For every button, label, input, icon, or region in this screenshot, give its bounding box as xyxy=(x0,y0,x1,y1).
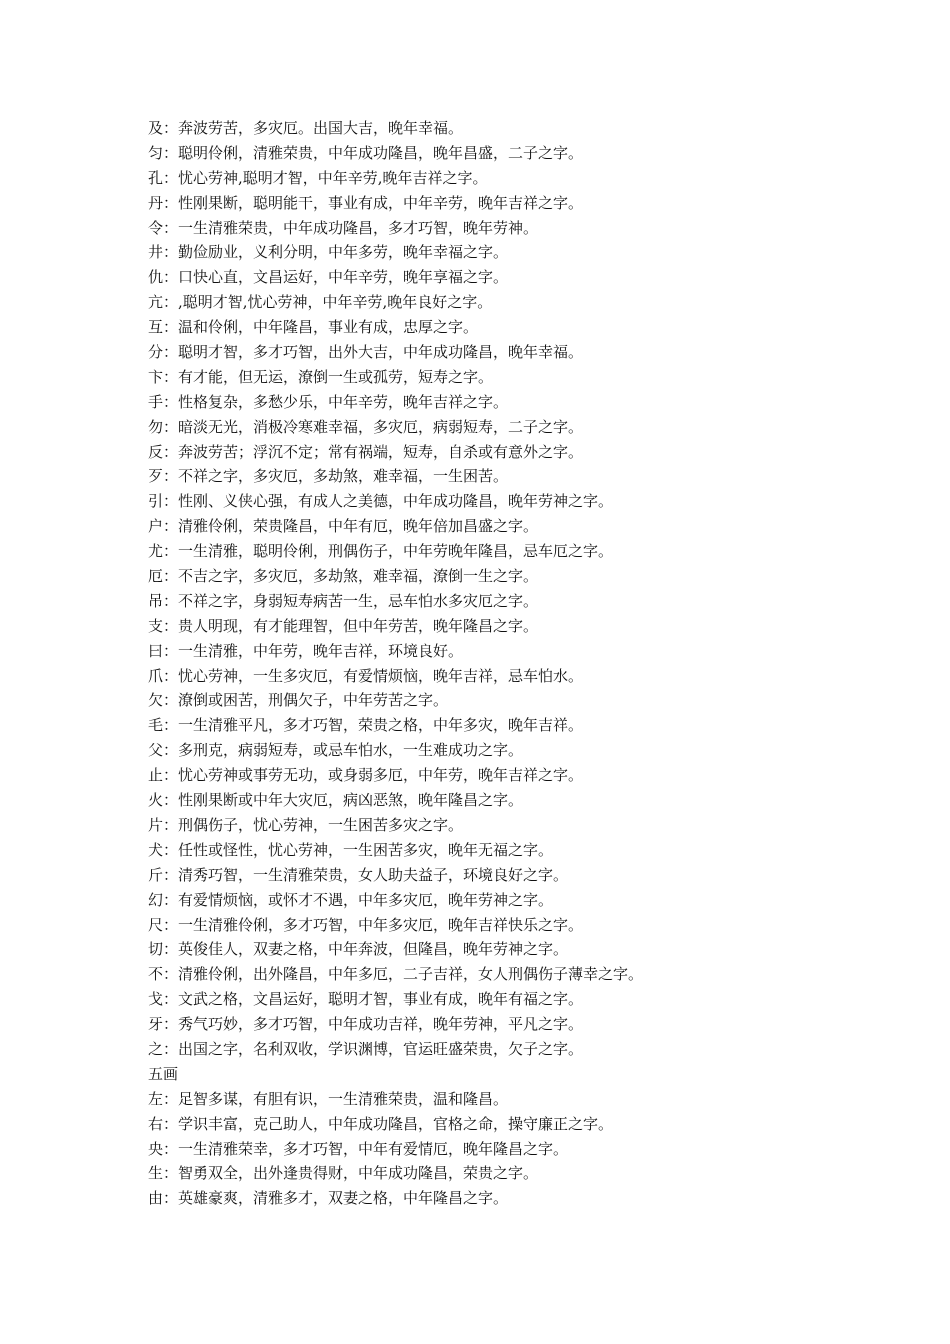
text-line: 吊：不祥之字，身弱短寿病苦一生，忌车怕水多灾厄之字。 xyxy=(148,591,539,610)
text-line: 令：一生清雅荣贵，中年成功隆昌，多才巧智，晚年劳神。 xyxy=(148,218,539,237)
text-line: 支：贵人明现，有才能理智，但中年劳苦，晚年隆昌之字。 xyxy=(148,616,539,635)
text-line: 右：学识丰富，克己助人，中年成功隆昌，官格之命，操守廉正之字。 xyxy=(148,1114,614,1133)
text-line: 手：性格复杂，多愁少乐，中年辛劳，晚年吉祥之字。 xyxy=(148,392,509,411)
text-line: 央：一生清雅荣幸，多才巧智，中年有爱情厄，晚年隆昌之字。 xyxy=(148,1139,569,1158)
text-line: 及：奔波劳苦，多灾厄。出国大吉，晚年幸福。 xyxy=(148,119,464,137)
text-line: 引：性刚、义侠心强，有成人之美德，中年成功隆昌，晚年劳神之字。 xyxy=(148,492,614,511)
text-line: 仇：口快心直，文昌运好，中年辛劳，晚年享福之字。 xyxy=(148,268,509,287)
section-heading: 五画 xyxy=(148,1064,179,1083)
text-line: 歹：不祥之字，多灾厄，多劫煞，难幸福，一生困苦。 xyxy=(148,467,509,486)
text-line: 不：清雅伶俐，出外隆昌，中年多厄，二子吉祥，女人刑偶伤子薄幸之字。 xyxy=(148,965,644,984)
text-line: 片：刑偶伤子，忧心劳神，一生困苦多灾之字。 xyxy=(148,815,464,834)
text-line: 匀：聪明伶俐，清雅荣贵，中年成功隆昌，晚年昌盛，二子之字。 xyxy=(148,143,584,162)
text-line: 户：清雅伶俐，荣贵隆昌，中年有厄，晚年倍加昌盛之字。 xyxy=(148,517,539,536)
text-line: 井：勤俭励业，义利分明，中年多劳，晚年幸福之字。 xyxy=(148,243,509,262)
text-line: 之：出国之字，名利双收，学识渊博，官运旺盛荣贵，欠子之字。 xyxy=(148,1039,584,1058)
document-body xyxy=(148,116,888,1211)
text-line: 犬：任性或怪性，忧心劳神，一生困苦多灾，晚年无福之字。 xyxy=(148,840,554,859)
text-line: 曰：一生清雅，中年劳，晚年吉祥，环境良好。 xyxy=(148,641,464,660)
text-line: 左：足智多谋，有胆有识，一生清雅荣贵，温和隆昌。 xyxy=(148,1089,509,1108)
text-line: 尤：一生清雅，聪明伶俐，刑偶伤子，中年劳晚年隆昌，忌车厄之字。 xyxy=(148,542,614,561)
text-line: 互：温和伶俐，中年隆昌，事业有成，忠厚之字。 xyxy=(148,318,479,337)
text-line: 爪：忧心劳神，一生多灾厄，有爱情烦恼，晚年吉祥，忌车怕水。 xyxy=(148,666,584,685)
text-line: 卞：有才能，但无运，潦倒一生或孤劳，短寿之字。 xyxy=(148,367,494,386)
text-line: 孔：忧心劳神,聪明才智，中年辛劳,晚年吉祥之字。 xyxy=(148,168,488,187)
text-line: 生：智勇双全，出外逢贵得财，中年成功隆昌，荣贵之字。 xyxy=(148,1164,539,1183)
text-line: 戈：文武之格，文昌运好，聪明才智，事业有成，晚年有福之字。 xyxy=(148,990,584,1009)
text-line: 毛：一生清雅平凡，多才巧智，荣贵之格，中年多灾，晚年吉祥。 xyxy=(148,716,584,735)
text-line: 亢：,聪明才智,忧心劳神，中年辛劳,晚年良好之字。 xyxy=(148,293,493,312)
text-line: 厄：不吉之字，多灾厄，多劫煞，难幸福，潦倒一生之字。 xyxy=(148,567,539,586)
text-line: 反：奔波劳苦；浮沉不定；常有祸端，短寿，自杀或有意外之字。 xyxy=(148,442,584,461)
text-line: 丹：性刚果断，聪明能干，事业有成，中年辛劳，晚年吉祥之字。 xyxy=(148,193,584,212)
text-line: 分：聪明才智，多才巧智，出外大吉，中年成功隆昌，晚年幸福。 xyxy=(148,343,584,362)
text-line: 幻：有爱情烦恼，或怀才不遇，中年多灾厄，晚年劳神之字。 xyxy=(148,890,554,909)
text-line: 切：英俊佳人，双妻之格，中年奔波，但隆昌，晚年劳神之字。 xyxy=(148,940,569,959)
text-line: 欠：潦倒或困苦，刑偶欠子，中年劳苦之字。 xyxy=(148,691,449,710)
text-line: 斤：清秀巧智，一生清雅荣贵，女人助夫益子，环境良好之字。 xyxy=(148,865,569,884)
text-line: 止：忧心劳神或事劳无功，或身弱多厄，中年劳，晚年吉祥之字。 xyxy=(148,766,584,785)
text-line: 勿：暗淡无光，消极冷寒难幸福，多灾厄，病弱短寿，二子之字。 xyxy=(148,417,584,436)
text-line: 由：英雄豪爽，清雅多才，双妻之格，中年隆昌之字。 xyxy=(148,1189,509,1208)
text-line: 尺：一生清雅伶俐，多才巧智，中年多灾厄，晚年吉祥快乐之字。 xyxy=(148,915,584,934)
text-line: 牙：秀气巧妙，多才巧智，中年成功吉祥，晚年劳神，平凡之字。 xyxy=(148,1015,584,1034)
text-line: 火：性刚果断或中年大灾厄，病凶恶煞，晚年隆昌之字。 xyxy=(148,791,524,810)
text-line: 父：多刑克，病弱短寿，或忌车怕水，一生难成功之字。 xyxy=(148,741,524,760)
